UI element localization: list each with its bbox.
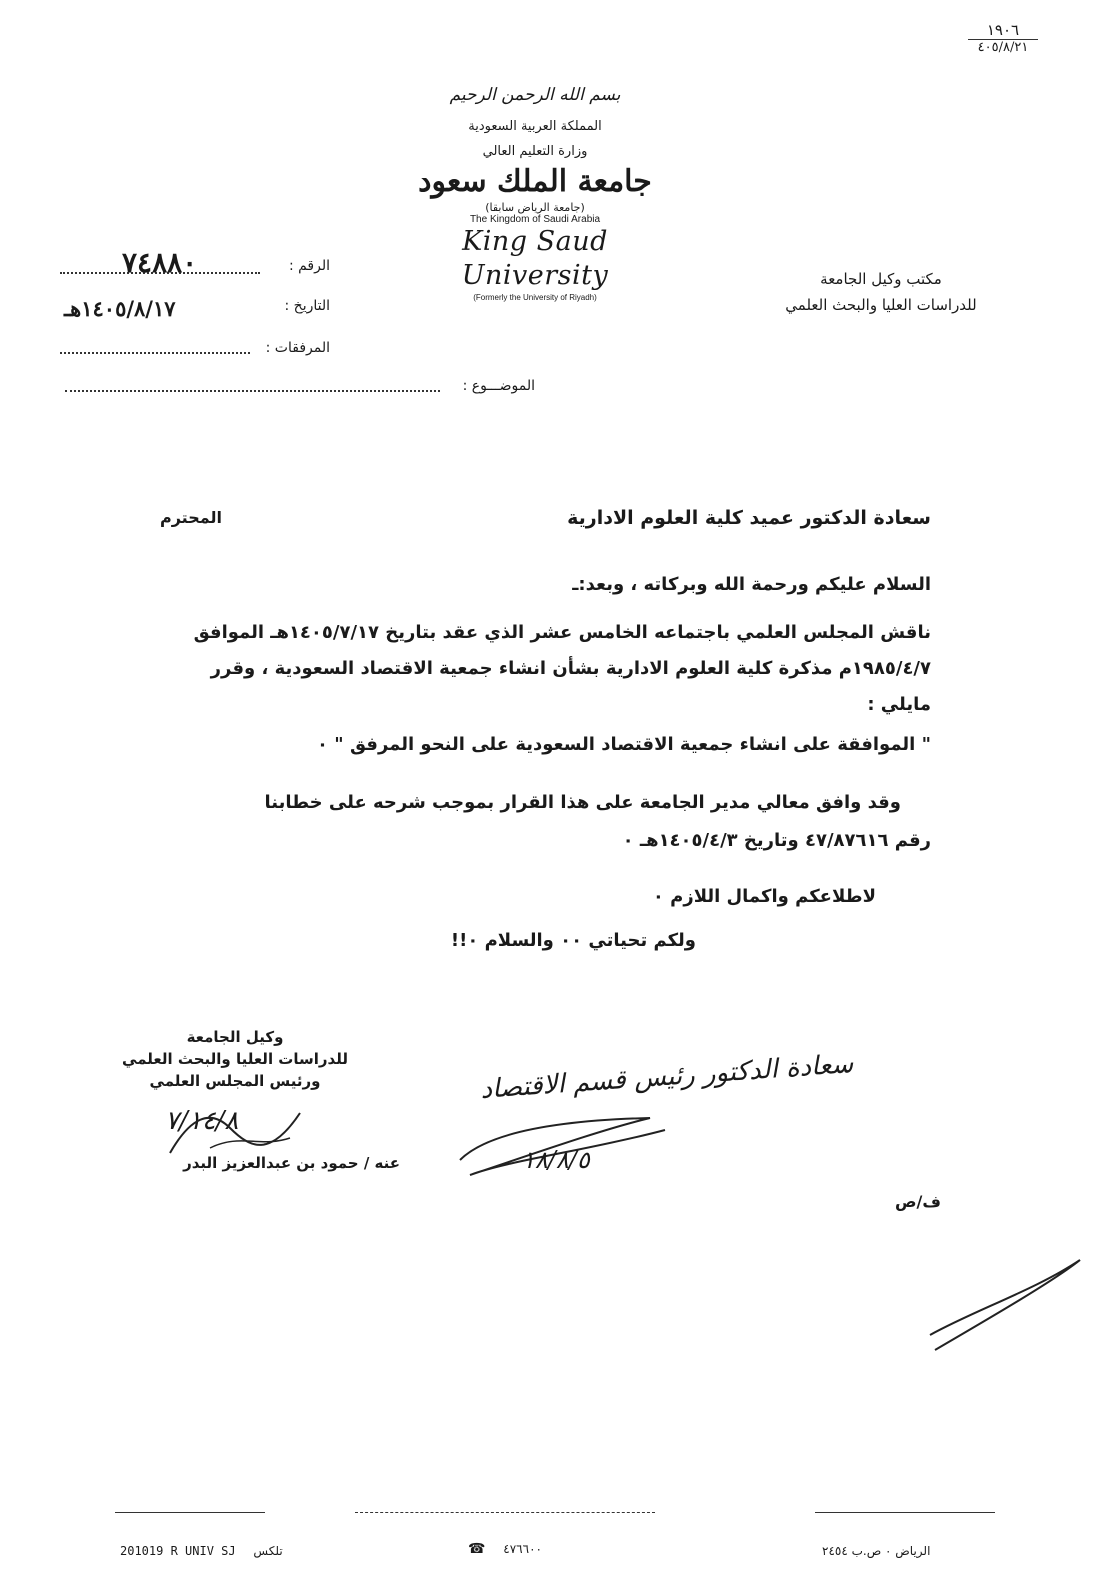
university-arabic: جامعة الملك سعود — [418, 164, 652, 199]
date-label: التاريخ : — [284, 298, 330, 314]
paragraph-1-line-2: ١٩٨٥/٤/٧م مذكرة كلية العلوم الادارية بشأن انشاء جمعية الاقتصاد السعودية ، وقرر — [210, 658, 931, 679]
closing-1: لاطلاعكم واكمال اللازم ٠ — [652, 886, 876, 907]
ministry-arabic: وزارة التعليم العالي — [482, 144, 588, 159]
footer-telex — [120, 1544, 283, 1558]
honorific: المحترم — [160, 508, 222, 527]
handwritten-note: سعادة الدكتور رئيس قسم الاقتصاد — [479, 1049, 855, 1105]
attachments-label: المرفقات : — [265, 340, 330, 356]
corner-annotation-number: ١٩٠٦ — [968, 22, 1038, 40]
recipient: سعادة الدكتور عميد كلية العلوم الادارية — [567, 507, 931, 529]
former-name-arabic: (جامعة الرياض سابقا) — [485, 201, 585, 214]
former-name-english: (Formerly the University of Riyadh) — [473, 293, 597, 302]
basmala: بسم الله الرحمن الرحيم — [449, 85, 621, 105]
typist-initials: ف/ص — [895, 1192, 941, 1211]
paragraph-2-line-1: وقد وافق معالي مدير الجامعة على هذا القرار بموجب شرحه على خطابنا — [264, 792, 901, 813]
signatory-title-3: ورئيس المجلس العلمي — [149, 1072, 321, 1090]
signatory-block — [70, 1026, 400, 1092]
telex-label: تلكس — [253, 1544, 283, 1558]
closing-2: ولكم تحياتي ٠٠ والسلام ٠!! — [450, 930, 696, 951]
attachments-line — [60, 352, 250, 354]
subject-line — [65, 390, 440, 392]
handwritten-signature — [450, 1100, 680, 1190]
footer-rule-right — [815, 1512, 995, 1513]
phone-icon: ☎ — [468, 1541, 486, 1557]
greeting: السلام عليكم ورحمة الله وبركاته ، وبعد:ـ — [572, 574, 931, 595]
office-line-1: مكتب وكيل الجامعة — [820, 270, 942, 288]
letterhead — [400, 85, 670, 302]
number-label: الرقم : — [288, 258, 330, 274]
signatory-name: عنه / حمود بن عبدالعزيز البدر — [183, 1154, 400, 1172]
number-value: ٧٤٨٨٠ — [122, 246, 198, 279]
kingdom-arabic: المملكة العربية السعودية — [468, 119, 602, 134]
subject-label: الموضـــوع : — [462, 378, 535, 394]
office-block — [751, 270, 1011, 314]
margin-scribble — [915, 1250, 1095, 1360]
corner-annotation — [968, 22, 1038, 56]
office-line-2: للدراسات العليا والبحث العلمي — [785, 296, 977, 314]
kingdom-english: The Kingdom of Saudi Arabia — [469, 214, 601, 225]
signatory-title-1: وكيل الجامعة — [186, 1028, 284, 1046]
paragraph-2-line-2: رقم ٤٧/٨٧٦١٦ وتاريخ ١٤٠٥/٤/٣هـ ٠ — [622, 830, 931, 851]
date-field — [60, 296, 330, 326]
paragraph-1-line-1: ناقش المجلس العلمي باجتماعه الخامس عشر الذي عقد بتاريخ ١٤٠٥/٧/١٧هـ الموافق — [193, 622, 931, 643]
university-english: King Saud University — [461, 226, 609, 291]
footer-address: الرياض ٠ ص.ب ٢٤٥٤ — [822, 1544, 931, 1558]
telex-value: 201019 R UNIV SJ — [120, 1544, 236, 1558]
decision-quote: " الموافقة على انشاء جمعية الاقتصاد السعودية على النحو المرفق " ٠ — [317, 734, 931, 755]
footer-rule-left — [115, 1512, 265, 1513]
signatory-title-2: للدراسات العليا والبحث العلمي — [122, 1050, 348, 1068]
attachments-field — [60, 338, 330, 362]
date-value: ١٤٠٥/٨/١٧هـ — [64, 296, 176, 321]
footer-phone — [468, 1541, 542, 1557]
corner-annotation-date: ٤٠٥/٨/٢١ — [977, 40, 1029, 55]
phone-value: ٤٧٦٦٠٠ — [503, 1542, 542, 1556]
handwritten-note-date: ١٨/٨/٥ — [522, 1146, 590, 1174]
paragraph-1-line-3: مايلي : — [867, 694, 931, 715]
footer-rule-middle — [355, 1512, 655, 1513]
subject-field — [65, 376, 535, 400]
number-field — [60, 246, 330, 282]
initials-date: ٧/١٤/٨ — [165, 1106, 239, 1136]
